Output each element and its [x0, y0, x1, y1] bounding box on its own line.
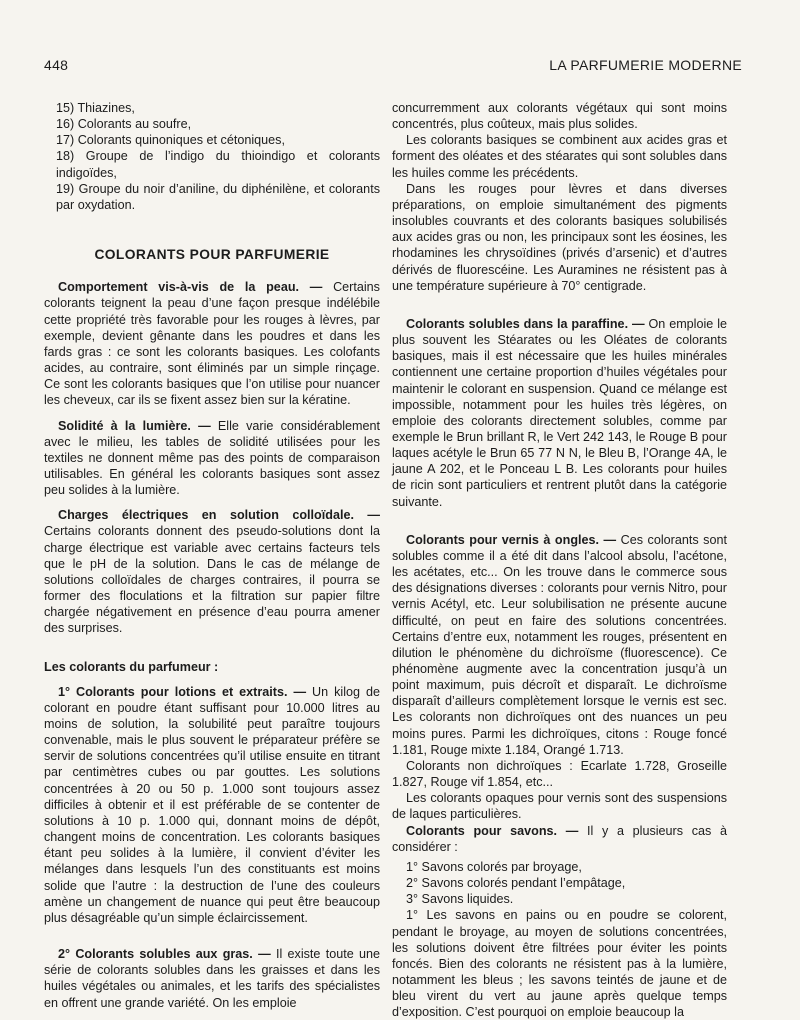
section-heading: Les colorants du parfumeur :	[44, 659, 219, 674]
paragraph-title: Solidité à la lumière. —	[58, 418, 211, 433]
paragraph-charges	[44, 507, 380, 636]
list-item: 16) Colorants au soufre,	[56, 117, 192, 132]
paragraph-text: Elle varie considérablement avec le milieu, les tables de solidité utilisées pour les textiles ne donnent même pas des points de comparaison utilisables. En général les colorants basiques sont assez peu solides à la lumière.	[44, 418, 380, 498]
paragraph-skin	[44, 279, 380, 408]
list-item: 18) Groupe de l’indigo du thioindigo et colorants indigoïdes,	[56, 149, 380, 180]
paragraph-light	[44, 418, 380, 499]
paragraph-title: Colorants solubles dans la paraffine. —	[406, 316, 645, 331]
paragraph-lotions	[44, 684, 380, 926]
left-column	[44, 100, 380, 1011]
paragraph-title: 2° Colorants solubles aux gras. —	[58, 947, 271, 962]
class-list	[44, 100, 380, 213]
list-item: 17) Colorants quinoniques et cétoniques,	[56, 133, 285, 148]
main-heading: COLORANTS POUR PARFUMERIE	[94, 247, 330, 263]
paragraph-text: On emploie le plus souvent les Stéarates ou les Oléates de colorants basiques, mais il est nécessaire que les huiles minérales contiennent une certaine proportion d’huiles végétales pour maintenir le colorant en suspension. Quand ce mélange est impossible, notamment pour les huiles très légères, on emploie des colorants directement solubles, comme par exemple le Brun brillant R, le Vert 242 143, le Rouge B pour laques acétyle le Brun 65 77 N N, le Bleu B, l’Orange 4A, le jaune A 202, et le Ponceau L B. Les colorants pour huiles de ricin sont particuliers et rentrent plutôt dans la catégorie suivante.	[392, 316, 727, 509]
paragraph-text: Certains colorants teignent la peau d’une façon presque indélébile cette propriété très favorable pour les rouges à lèvres, par exemple, devient gênante dans les poudres et dans les fards gras : ce sont les colorants basiques. Les colofants acides, au contraire, sont éliminés par un simple rinçage. Ce sont les colorants basiques que l’on utilise pour nuancer les cheveux, car ils se fixent assez bien sur la kératine.	[44, 280, 380, 408]
paragraph-nail-varnish	[392, 532, 727, 758]
paragraph-non-dichroic: Colorants non dichroïques : Ecarlate 1.728, Groseille 1.827, Rouge vif 1.854, etc...	[392, 758, 727, 790]
paragraph-basic-colorants: Les colorants basiques se combinent aux acides gras et forment des oléates et des stéarates qui sont solubles dans les huiles comme les précédents.	[392, 133, 727, 180]
paragraph-title: 1° Colorants pour lotions et extraits. —	[58, 684, 307, 699]
paragraph-lipsticks: Dans les rouges pour lèvres et dans diverses préparations, on emploie simultanément des pigments insolubles couvrants et des colorants basiques solubilisés aux acides gras ou non, les principaux sont les éosines, les rhodamines les chrysoïdines (privés d’arsenic) et d’autres dérivés de fluorescéine. Les Auramines ne résistent pas à une température supérieure à 70° centigrade.	[392, 181, 727, 293]
paragraph-soap-bars: 1° Les savons en pains ou en poudre se colorent, pendant le broyage, au moyen de solutions concentrées, les solutions doivent être filtrées pour éviter les points foncés. Bien des colorants ne résistent pas à la lumière, notamment les bleus ; les savons teintés de jaune et de bleu virent du vert au jaune après quelque temps d’exposition. C’est pourquoi on emploie beaucoup la	[392, 908, 727, 1020]
paragraph-title: Colorants pour vernis à ongles. —	[406, 532, 617, 547]
running-head: LA PARFUMERIE MODERNE	[549, 57, 742, 73]
soap-list-item: 1° Savons colorés par broyage,	[406, 859, 582, 874]
soap-list-item: 3° Savons liquides.	[406, 892, 514, 907]
paragraph-text: Certains colorants donnent des pseudo-solutions dont la charge électrique est variable avec certains facteurs tels que le pH de la solution. Dans le cas de mélange de solutions colloïdales de charges contraires, il pourra se former des floculations et la filtration sur papier filtre chargée négativement en présence d’eau pourra amener des surprises.	[44, 524, 380, 636]
page-number: 448	[44, 57, 69, 73]
paragraph-title: Colorants pour savons. —	[406, 823, 579, 838]
paragraph-title: Comportement vis-à-vis de la peau. —	[58, 280, 323, 295]
paragraph-opaque: Les colorants opaques pour vernis sont des suspensions de laques particulières.	[392, 791, 727, 822]
paragraph-fat-soluble	[44, 946, 380, 1011]
paragraph-text: Il y a plusieurs cas à considérer :	[392, 823, 728, 854]
list-item: 19) Groupe du noir d’aniline, du diphénilène, et colorants par oxydation.	[56, 181, 380, 212]
paragraph-title: Charges électriques en solution colloïdale. —	[58, 508, 380, 523]
paragraph-continued: concurremment aux colorants végétaux qui sont moins concentrés, plus coûteux, mais plus solides.	[392, 101, 727, 132]
right-column	[392, 100, 727, 1020]
paragraph-text: Un kilog de colorant en poudre étant suffisant pour 10.000 litres au moins de solution, la solubilité peut paraître toujours convenable, mais le plus souvent le préparateur préfère se servir de solutions concentrées qu’il utilise ensuite en titrant par centimètres cubes ou par gouttes. Les solutions concentrées à 20 ou 50 p. 1.000 sont toujours assez difficiles à obtenir et il est préférable de se contenter de solutions à 10 p. 1.000 qui, donnant moins de dépôt, changent moins de concentration. Les colorants basiques étant peu solides à la lumière, il convient d’éviter les mélanges dans lesquels l’un des constituants est moins solide que l’autre : la destruction de l’une des couleurs amène un changement de nuance qui peut être beaucoup plus désagréable qu’un simple éclaircissement.	[44, 684, 380, 925]
paragraph-paraffin	[392, 316, 727, 510]
paragraph-soaps	[392, 823, 727, 855]
paragraph-text: Ces colorants sont solubles comme il a été dit dans l’alcool absolu, l’acétone, les acétates, etc... On les trouve dans le commerce sous des désignations diverses : colorants pour vernis Nitro, pour vernis Acétyl, etc. Leur solubilisation ne présente aucune difficulté, on peut en faire des solutions concentrées. Certains d’entre eux, notamment les rouges, présentent en dilution le phénomène du dichroïsme (fluorescence). Ce phénomène augmente avec la concentration jusqu’à un point maximum, puis décroît et disparaît. Le dichroïsme disparaît d’ailleurs complètement lorsque le vernis est sec. Les colorants non dichroïques ont des nuances un peu moins pures. Parmi les dichroïques, citons : Rouge foncé 1.181, Rouge mixte 1.184, Orangé 1.713.	[392, 532, 727, 757]
list-item: 15) Thiazines,	[56, 101, 135, 115]
paragraph-text: Il existe toute une série de colorants solubles dans les graisses et dans les huiles végétales ou animales, et les tarifs des spécialistes en offrent une grande variété. On les emploie	[44, 947, 381, 1010]
soap-list-item: 2° Savons colorés pendant l’empâtage,	[406, 876, 626, 891]
page-header	[44, 57, 742, 79]
